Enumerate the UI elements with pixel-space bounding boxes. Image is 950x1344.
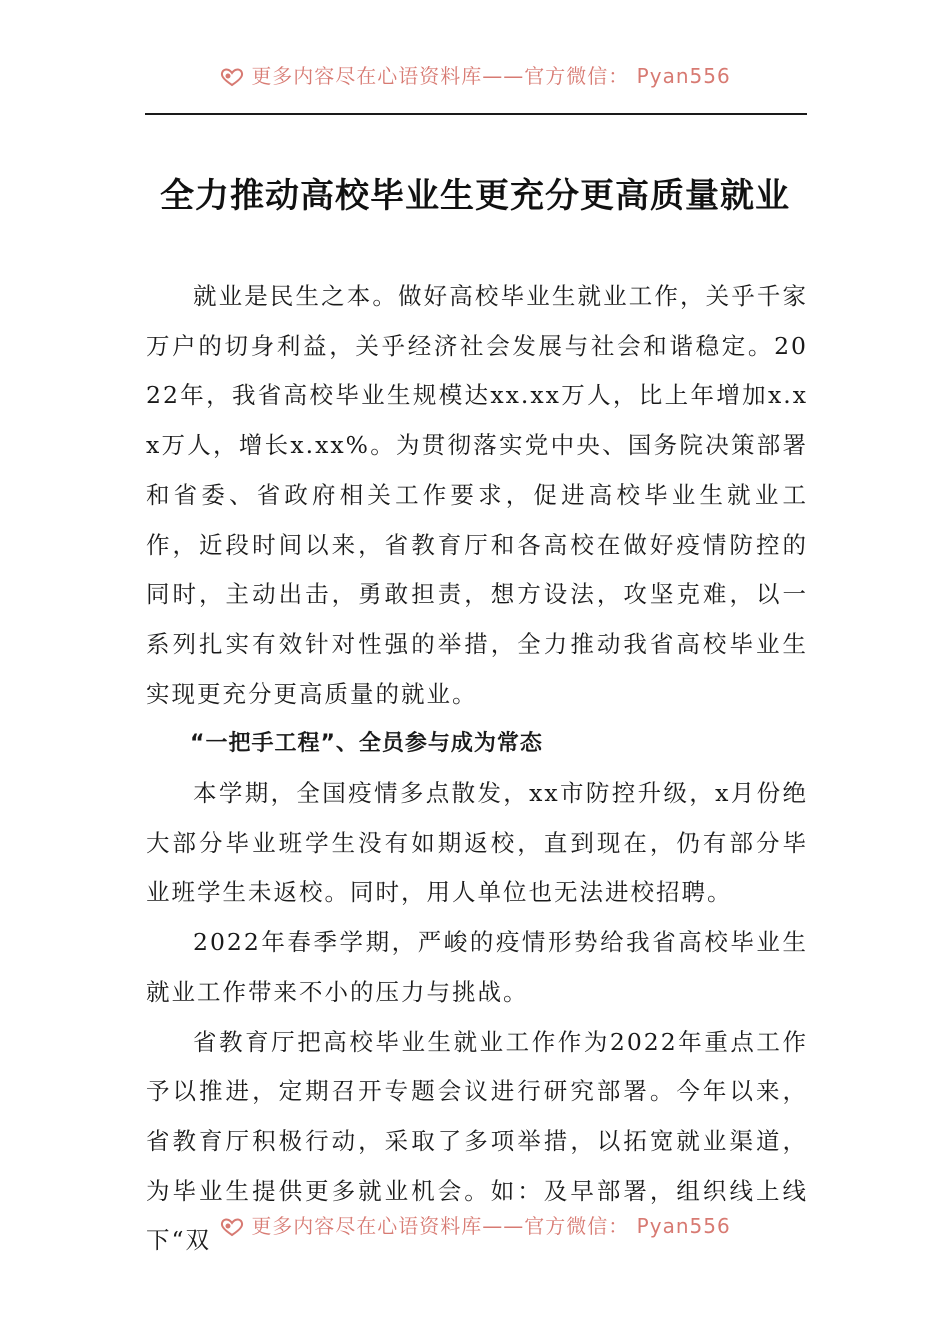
body-paragraph: 本学期，全国疫情多点散发，xx市防控升级，x月份绝大部分毕业班学生没有如期返校，直到现在，仍有部分毕业班学生未返校。同时，用人单位也无法进校招聘。: [146, 779, 808, 907]
watermark-text: 更多内容尽在心语资料库——官方微信： Pyan556: [251, 1214, 731, 1238]
document-title: 全力推动高校毕业生更充分更高质量就业: [160, 176, 790, 216]
body-paragraph: 就业是民生之本。做好高校毕业生就业工作，关乎千家万户的切身利益，关乎经济社会发展与社会和谐稳定。2022年，我省高校毕业生规模达xx.xx万人，比上年增加x.xx万人，增长x.xx%。为贯彻落实党中央、国务院决策部署和省委、省政府相关工作要求，促进高校毕业生就业工作，近段时间以来，省教育厅和各高校在做好疫情防控的同时，主动出击，勇敢担责，想方设法，攻坚克难，以一系列扎实有效针对性强的举措，全力推动我省高校毕业生实现更充分更高质量的就业。: [146, 282, 808, 708]
document-body: [146, 272, 808, 1266]
section-subheading: “一把手工程”、全员参与成为常态: [190, 731, 543, 757]
body-paragraph: 省教育厅把高校毕业生就业工作作为2022年重点工作予以推进，定期召开专题会议进行研究部署。今年以来，省教育厅积极行动，采取了多项举措，以拓宽就业渠道，为毕业生提供更多就业机会。如：及早部署，组织线上线下“双: [146, 1027, 808, 1255]
heart-logo-icon: [219, 1217, 245, 1237]
body-paragraph: 2022年春季学期，严峻的疫情形势给我省高校毕业生就业工作带来不小的压力与挑战。: [146, 928, 808, 1006]
watermark-text: 更多内容尽在心语资料库——官方微信： Pyan556: [251, 64, 731, 88]
bottom-watermark: [0, 1210, 950, 1239]
